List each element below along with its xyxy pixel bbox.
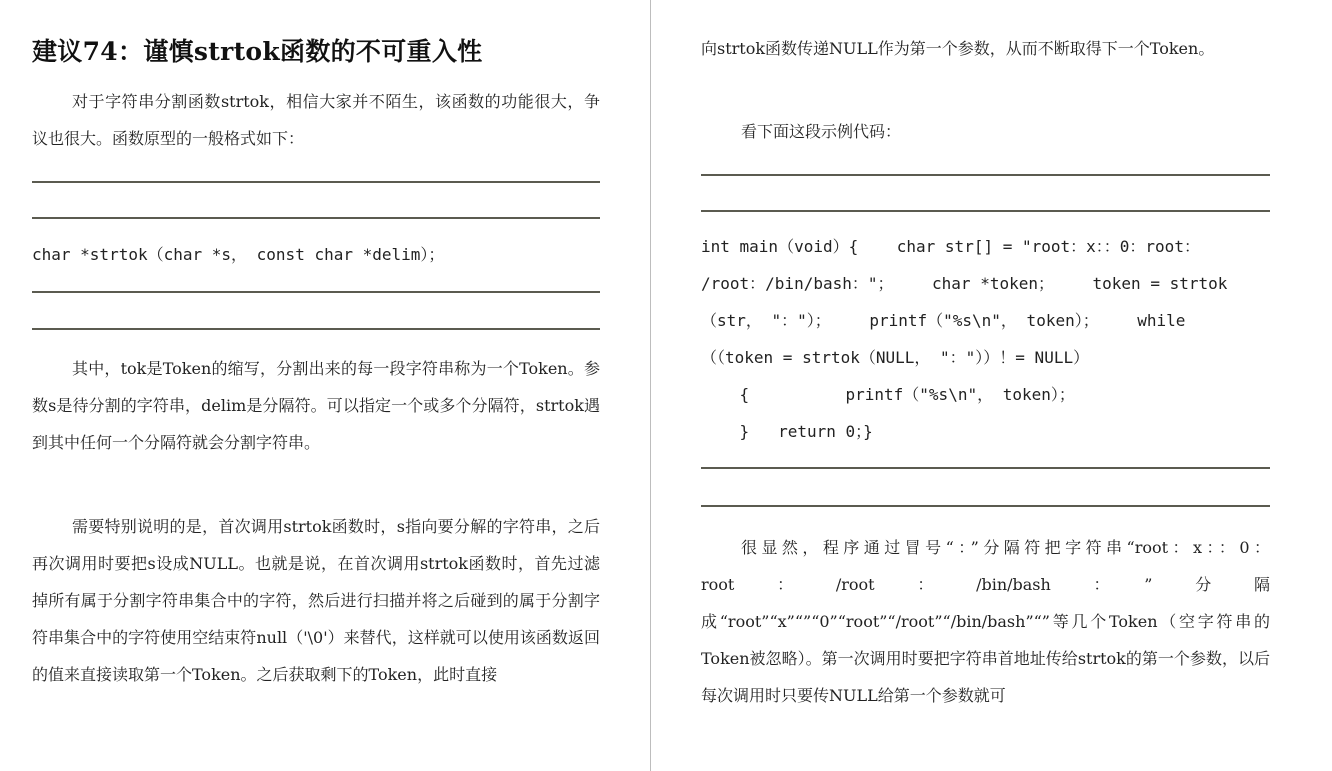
code-line: int main（void）{ char str[] = "root：x：：0：root： [701, 237, 1200, 256]
conclusion-paragraph: 很显然，程序通过冒号“：”分隔符把字符串“root：x：：0：root：/root：/bin/bash：”分隔成“root”“x”“”“0”“root”“/root”“/bin/bash”“”等几个Token（空字符串的Token被忽略）。第一次调用时要把字符串首地址传给strtok的第一个参数，以后每次调用时只要传NULL给第一个参数就可 [701, 538, 1270, 705]
code-line: （str， "："）； printf（"%s\n"， token）； while [701, 311, 1186, 330]
code-rule-top-1 [32, 181, 600, 183]
example-rule-bottom-1 [701, 467, 1270, 469]
code-rule-top-2 [32, 217, 600, 219]
code-line: （（token = strtok（NULL， "："））！= NULL） [701, 348, 1090, 367]
explain-paragraph: 其中，tok是Token的缩写，分割出来的每一段字符串称为一个Token。参数s是待分割的字符串，delim是分隔符。可以指定一个或多个分隔符，strtok遇到其中任何一个分隔符就会分割字符串。 [32, 359, 600, 452]
example-rule-top-2 [701, 210, 1270, 212]
intro-paragraph: 对于字符串分割函数strtok，相信大家并不陌生，该函数的功能很大，争议也很大。函数原型的一般格式如下： [32, 92, 600, 148]
right-page [701, 0, 1270, 771]
code-rule-bottom-2 [32, 328, 600, 330]
section-title: 建议74：谨慎strtok函数的不可重入性 [32, 37, 483, 66]
code-rule-bottom-1 [32, 291, 600, 293]
example-rule-top-1 [701, 174, 1270, 176]
code-line: } return 0；} [701, 422, 873, 441]
page-divider [650, 0, 651, 771]
example-intro: 看下面这段示例代码： [741, 122, 902, 141]
note-paragraph: 需要特别说明的是，首次调用strtok函数时，s指向要分解的字符串，之后再次调用时要把s设成NULL。也就是说，在首次调用strtok函数时，首先过滤掉所有属于分割字符串集合中的字符，然后进行扫描并将之后碰到的属于分割字符串集合中的字符使用空结束符null（'\0'）来替代，这样就可以使用该函数返回的值来直接读取第一个Token。之后获取剩下的Token，此时直接 [32, 517, 600, 684]
code-line: /root：/bin/bash："； char *token； token = strtok [701, 274, 1228, 293]
continuation-paragraph: 向strtok函数传递NULL作为第一个参数，从而不断取得下一个Token。 [701, 39, 1215, 58]
left-page [32, 0, 600, 771]
example-rule-bottom-2 [701, 505, 1270, 507]
code-line: { printf（"%s\n"， token）； [701, 385, 1075, 404]
function-prototype: char *strtok（char *s， const char *delim）； [32, 245, 445, 264]
